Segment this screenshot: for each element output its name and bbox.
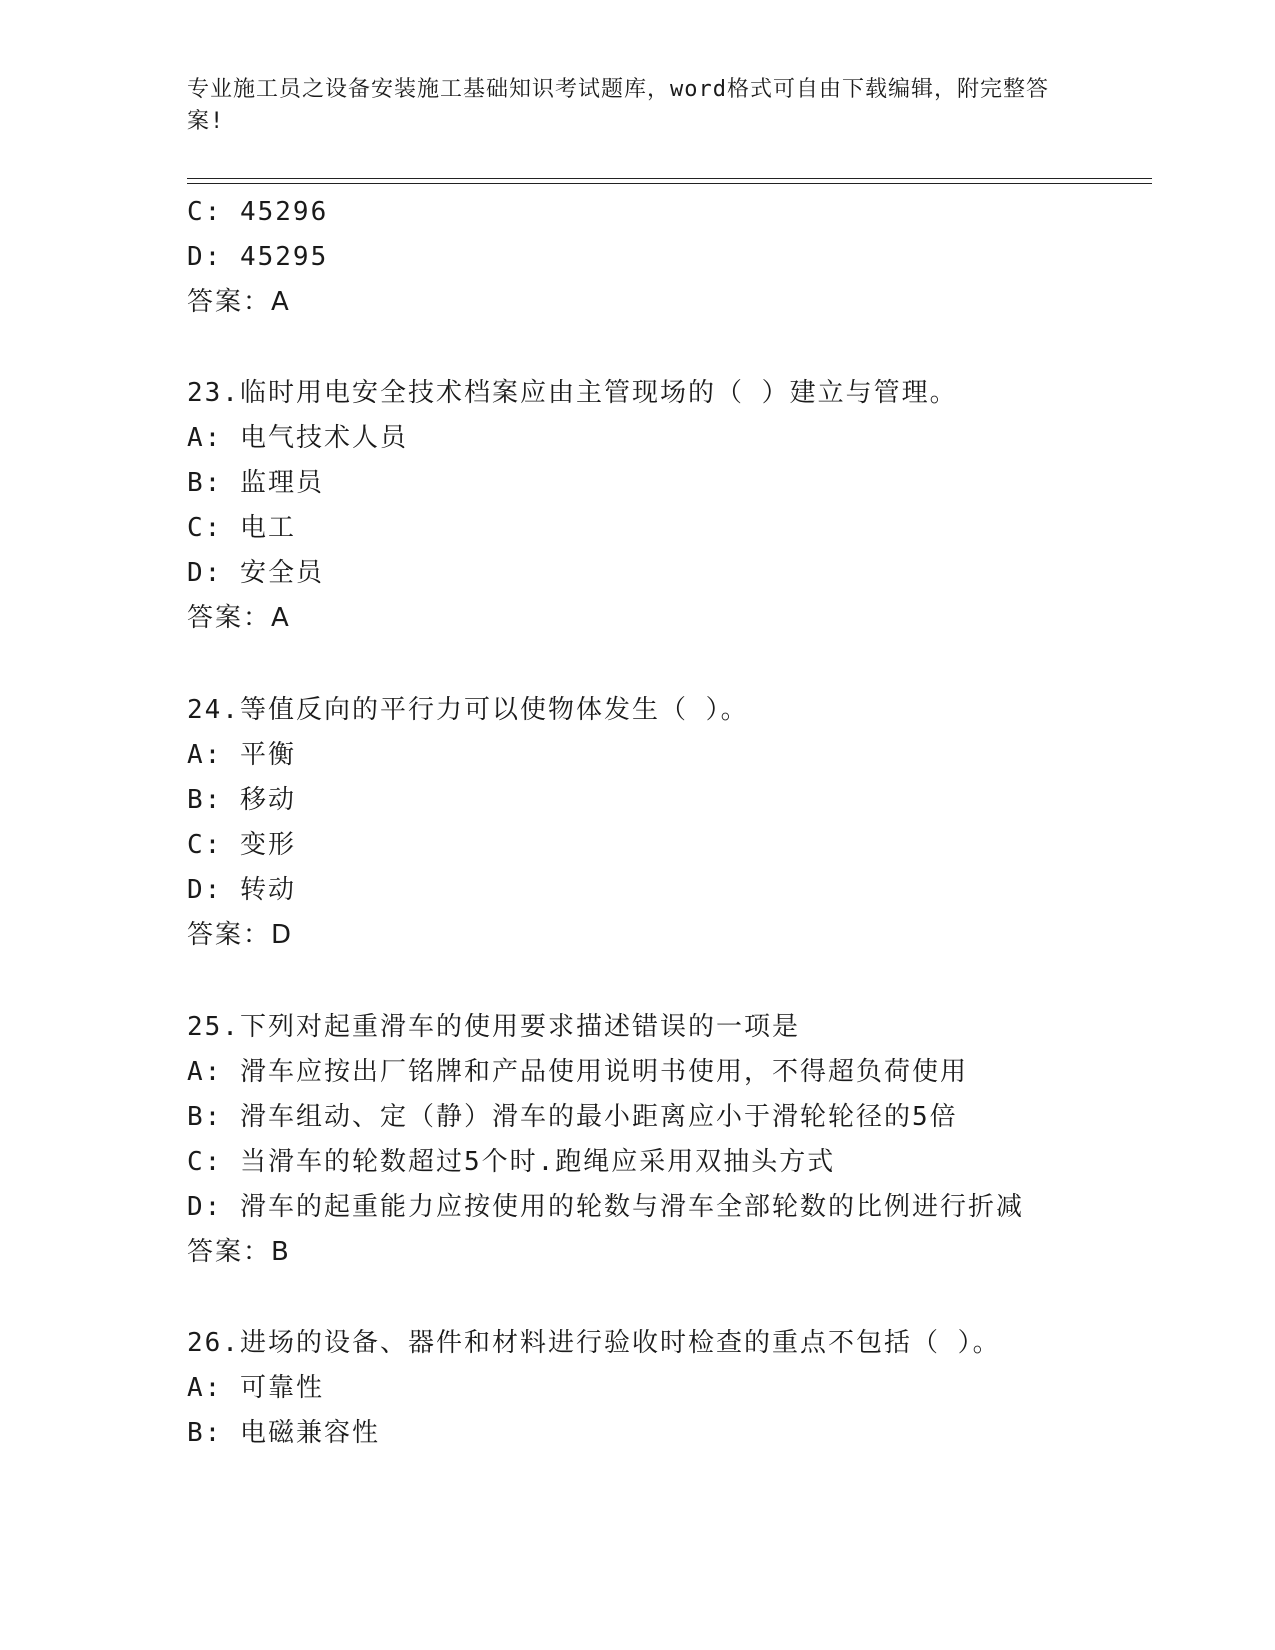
answer-line: 答案：D [187,920,294,950]
question-stem: 26.进场的设备、器件和材料进行验收时检查的重点不包括（ ）。 [187,1328,1001,1358]
question-stem: 25.下列对起重滑车的使用要求描述错误的一项是 [187,1012,800,1042]
option-line: C: 电工 [187,513,296,543]
option-line: A: 可靠性 [187,1373,324,1403]
option-line: A: 电气技术人员 [187,423,408,453]
answer-line: 答案：A [187,603,291,633]
header-rule-bottom [187,183,1152,184]
option-line: A: 滑车应按出厂铭牌和产品使用说明书使用，不得超负荷使用 [187,1057,968,1087]
option-line: B: 滑车组动、定（静）滑车的最小距离应小于滑轮轮径的5倍 [187,1102,958,1132]
option-line: D: 转动 [187,875,296,905]
option-line: D: 滑车的起重能力应按使用的轮数与滑车全部轮数的比例进行折减 [187,1192,1024,1222]
option-line: B: 移动 [187,785,296,815]
option-line: D: 45295 [187,242,329,272]
answer-line: 答案：B [187,1237,291,1267]
option-line: C: 当滑车的轮数超过5个时.跑绳应采用双抽头方式 [187,1147,836,1177]
option-line: D: 安全员 [187,558,324,588]
option-line: C: 45296 [187,197,329,227]
question-stem: 24.等值反向的平行力可以使物体发生（ ）。 [187,695,749,725]
answer-line: 答案：A [187,287,291,317]
header-rule-top [187,178,1152,179]
document-header: 专业施工员之设备安装施工基础知识考试题库，word格式可自由下载编辑，附完整答案! [187,77,1049,134]
option-line: C: 变形 [187,830,296,860]
option-line: A: 平衡 [187,740,296,770]
option-line: B: 监理员 [187,468,324,498]
question-stem: 23.临时用电安全技术档案应由主管现场的（ ）建立与管理。 [187,378,958,408]
option-line: B: 电磁兼容性 [187,1418,380,1448]
